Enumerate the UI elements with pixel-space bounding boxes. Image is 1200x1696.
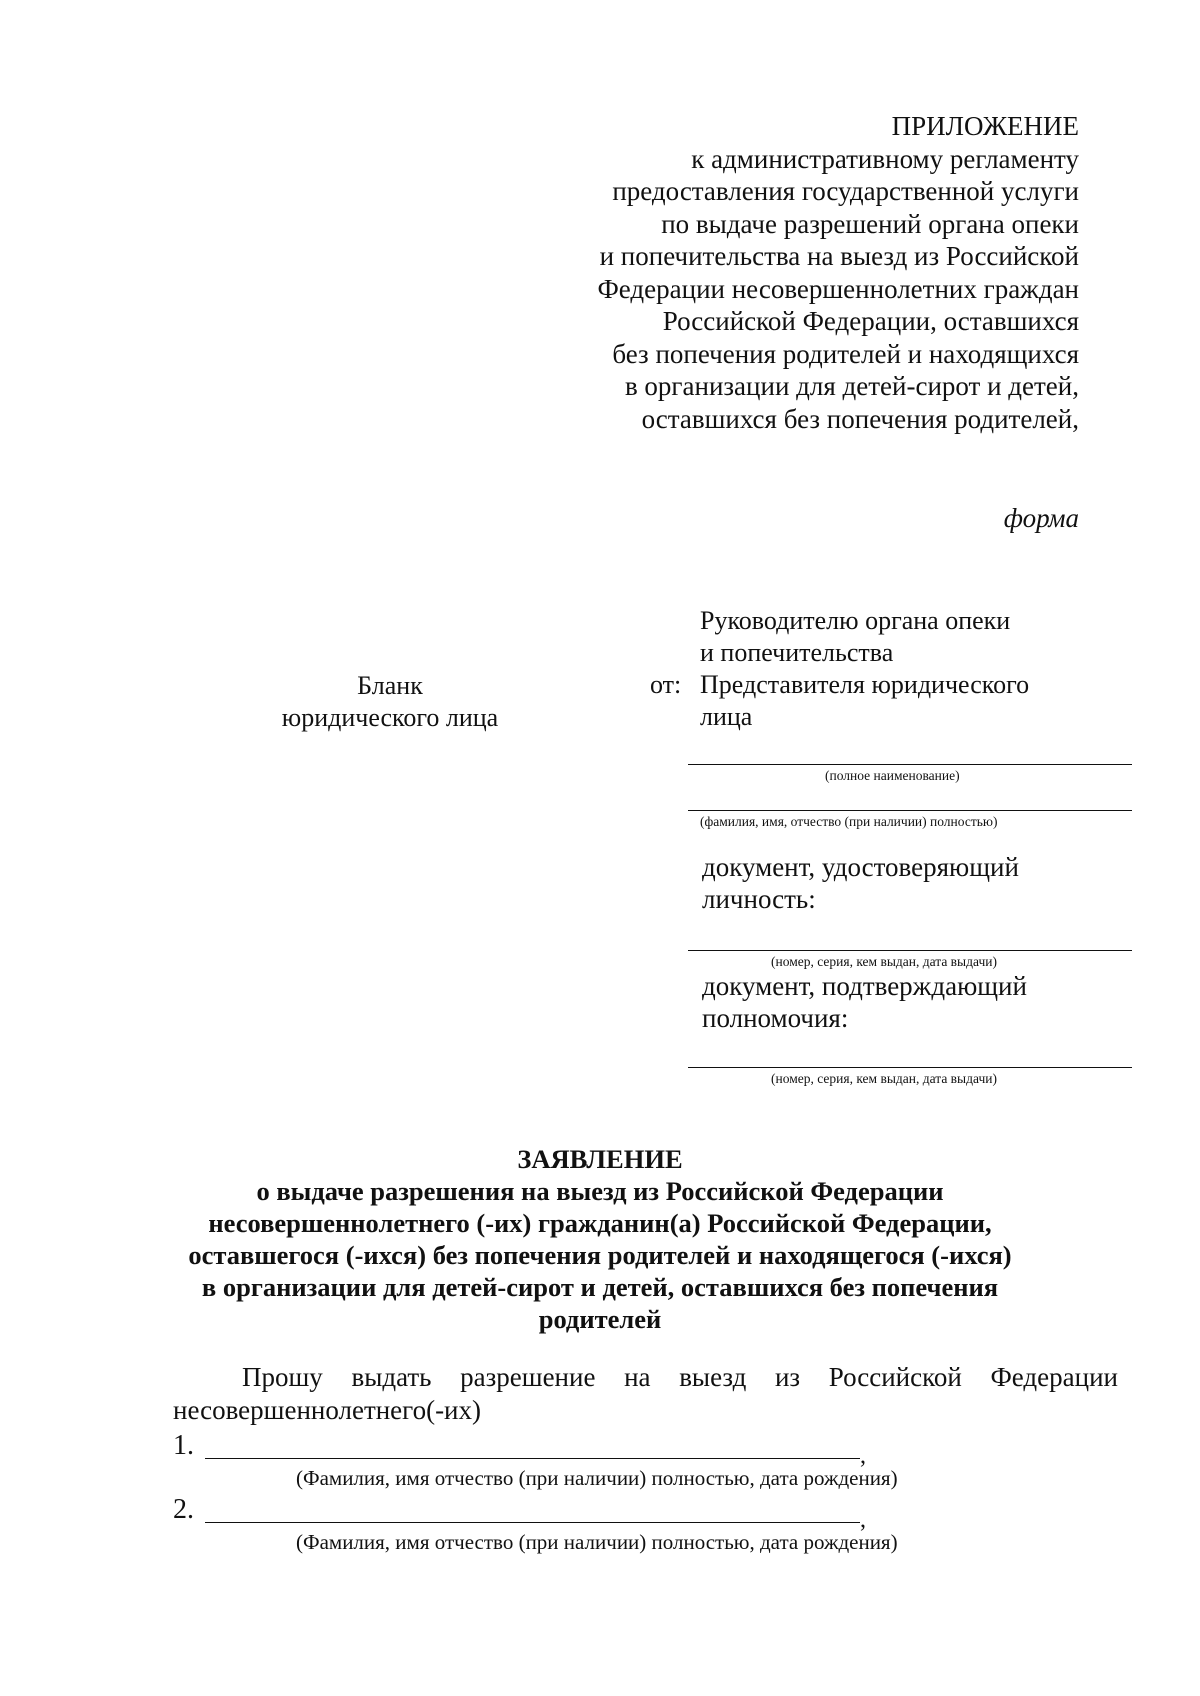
statement-title-line: в организации для детей-сирот и детей, оставшихся без попечения [201,1272,999,1302]
item-number: 2. [173,1494,194,1525]
letterhead-placeholder [250,670,530,734]
appendix-line: в организации для детей-сирот и детей, [624,371,1079,401]
id-document-label-line: документ, удостоверяющий [702,852,1019,882]
authority-document-field[interactable] [688,1067,1132,1068]
letterhead-line: Бланк [357,671,423,700]
authority-document-label [702,970,1142,1034]
authority-document-label-line: документ, подтверждающий [702,971,1027,1001]
person-name-field[interactable] [688,810,1132,811]
appendix-line: к административному регламенту [691,143,1079,174]
appendix-title: ПРИЛОЖЕНИЕ [891,111,1079,141]
appendix-block [439,110,1079,435]
statement-heading: ЗАЯВЛЕНИЕ [517,1144,683,1174]
statement-title-line: о выдаче разрешения на выезд из Российской Федерации [256,1176,944,1206]
item-number: 1. [173,1430,194,1461]
statement-title-line: оставшегося (-ихся) без попечения родителей и находящегося (-ихся) [188,1240,1012,1270]
addressee-block [700,605,1140,733]
id-document-field[interactable] [688,950,1132,951]
statement-title [120,1143,1080,1335]
child-1-field[interactable] [205,1458,860,1459]
paragraph-word: из [774,1362,801,1392]
request-paragraph-first-line [242,1361,1118,1393]
letterhead-line: юридического лица [281,703,499,732]
id-document-label-line: личность: [702,884,816,914]
id-document-caption: (номер, серия, кем выдан, дата выдачи) [771,954,997,969]
paragraph-word: на [624,1362,651,1392]
person-name-caption: (фамилия, имя, отчество (при наличии) полностью) [700,814,998,829]
child-2-field[interactable] [205,1522,860,1523]
appendix-line: Российской Федерации, оставшихся [662,306,1079,336]
item-comma: , [860,1443,866,1469]
item-comma: , [860,1507,866,1533]
appendix-line: оставшихся без попечения родителей, [641,403,1079,434]
paragraph-word: Федерации [990,1362,1118,1392]
addressee-line: лица [700,702,753,731]
appendix-line: по выдаче разрешений органа опеки [661,208,1079,239]
appendix-line: предоставления государственной услуги [612,176,1079,206]
from-label: от: [650,670,682,699]
addressee-line: Представителя юридического [700,670,1030,699]
paragraph-word: выдать [351,1362,432,1392]
paragraph-word: выезд [679,1362,747,1392]
appendix-line: без попечения родителей и находящихся [612,338,1079,369]
full-name-field[interactable] [688,764,1132,765]
authority-document-caption: (номер, серия, кем выдан, дата выдачи) [771,1071,997,1086]
addressee-line: и попечительства [700,638,894,667]
statement-title-line: несовершеннолетнего (-их) гражданин(а) Российской Федерации, [208,1208,992,1238]
paragraph-word: Прошу [242,1362,323,1392]
child-2-caption: (Фамилия, имя отчество (при наличии) полностью, дата рождения) [296,1530,898,1554]
appendix-line: Федерации несовершеннолетних граждан [597,273,1079,304]
paragraph-word: Российской [828,1362,962,1392]
id-document-label [702,851,1142,915]
addressee-line: Руководителю органа опеки [700,606,1011,635]
full-name-caption: (полное наименование) [825,768,960,783]
form-label: форма [1003,503,1079,533]
statement-title-line: родителей [538,1304,662,1334]
authority-document-label-line: полномочия: [702,1003,849,1033]
appendix-line: и попечительства на выезд из Российской [599,241,1079,271]
child-1-caption: (Фамилия, имя отчество (при наличии) полностью, дата рождения) [296,1466,898,1490]
request-paragraph-continuation: несовершеннолетнего(-их) [173,1395,481,1425]
paragraph-word: разрешение [460,1362,596,1392]
